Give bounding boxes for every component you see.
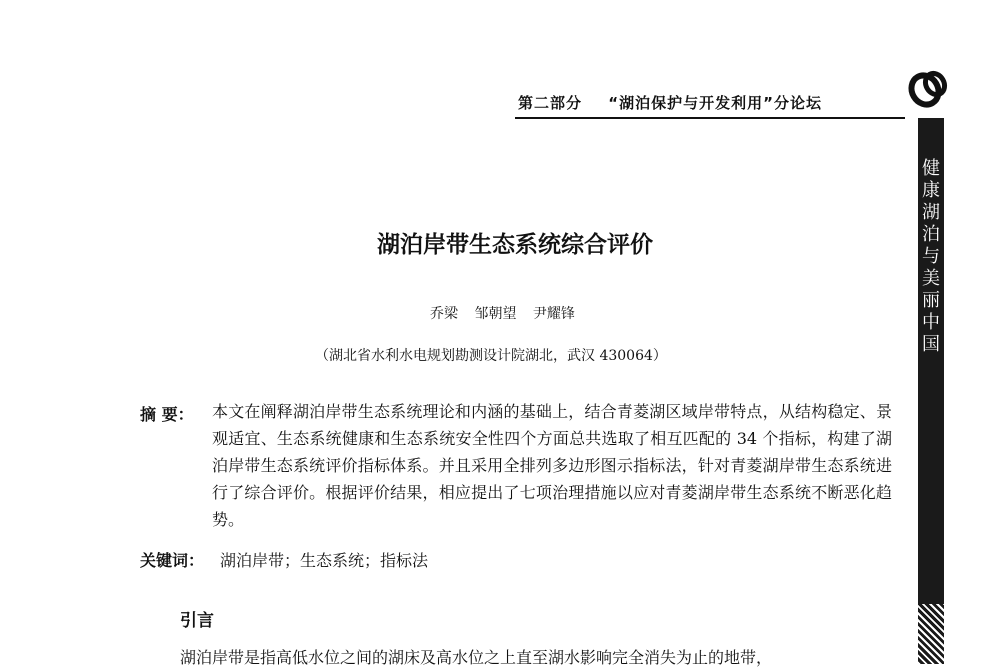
side-label: 健康湖泊与美丽中国: [922, 158, 940, 355]
header-rule: [515, 117, 905, 119]
keywords-text: 湖泊岸带；生态系统；指标法: [220, 551, 429, 570]
paper-title: 湖泊岸带生态系统综合评价: [377, 232, 653, 258]
running-header: [518, 92, 903, 113]
keywords-label: 关键词：: [140, 551, 205, 570]
forum-label: “湖泊保护与开发利用”分论坛: [608, 94, 822, 112]
abstract-text: 本文在阐释湖泊岸带生态系统理论和内涵的基础上，结合青菱湖区域岸带特点，从结构稳定、景观适宜、生态系统健康和生态系统安全性四个方面总共选取了相互匹配的 34 个指标，构建了湖泊岸带生态系统评价指标体系。并且采用全排列多边形图示指标法，针对青菱湖岸带生态系统进行了综合评价。根据评价结果，相应提出了七项治理措施以应对青菱湖岸带生态系统不断恶化趋势。: [212, 402, 892, 529]
intro-heading: 引言: [180, 611, 214, 631]
intro-text: 湖泊岸带是指高低水位之间的湖床及高水位之上直至湖水影响完全消失为止的地带，: [180, 648, 773, 667]
side-hatch: [918, 604, 944, 664]
part-label: 第二部分: [518, 94, 583, 112]
authors: 乔梁 邹朝望 尹耀锋: [430, 306, 575, 322]
side-bar: [918, 118, 944, 664]
abstract-label: 摘 要：: [140, 405, 194, 424]
affiliation: （湖北省水利水电规划勘测设计院湖北，武汉 430064）: [315, 348, 667, 364]
page-logo-icon: [905, 64, 953, 112]
